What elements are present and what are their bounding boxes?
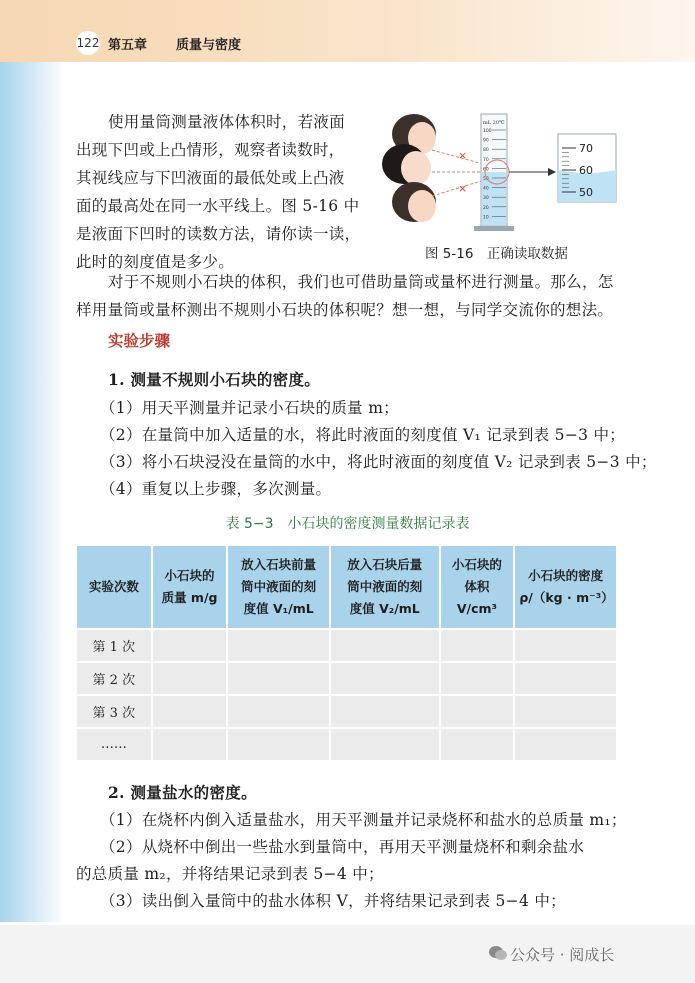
step-item: （3）将小石块浸没在量筒的水中，将此时液面的刻度值 V₂ 记录到表 5−3 中； — [100, 453, 657, 471]
row-label: 第 3 次 — [76, 695, 152, 728]
step-item: （1）在烧杯内倒入适量盐水，用天平测量并记录烧杯和盐水的总质量 m₁； — [100, 811, 627, 829]
intro-line: 此时的刻度值是多少。 — [76, 253, 235, 271]
table-row — [76, 695, 617, 728]
paragraph-line: 对于不规则小石块的体积，我们也可借助量筒或量杯进行测量。那么，怎 — [108, 273, 614, 291]
intro-line: 使用量筒测量液体体积时，若液面 — [108, 113, 346, 131]
table-row — [76, 728, 617, 761]
intro-line: 是液面下凹时的读数方法，请你读一读， — [76, 225, 361, 243]
step-item: 的总质量 m₂，并将结果记录到表 5−4 中； — [76, 865, 384, 883]
step-heading: 1. 测量不规则小石块的密度。 — [108, 370, 321, 389]
step-item: （2）从烧杯中倒出一些盐水到量筒中，再用天平测量烧杯和剩余盐水 — [100, 838, 585, 856]
header-volume: 小石块的 体积 V/cm³ — [440, 545, 515, 629]
svg-text:×: × — [458, 182, 468, 195]
observer-faces-illustration — [382, 114, 436, 222]
header-v2: 放入石块后量 筒中液面的刻 度值 V₂/mL — [330, 545, 440, 629]
cylinder-tick-label: 80 — [483, 148, 489, 154]
table-row — [76, 662, 617, 695]
cylinder-tick-label: 20 — [483, 205, 489, 211]
zoom-tick-label: 50 — [579, 186, 593, 199]
record-table — [75, 544, 618, 762]
row-label: 第 2 次 — [76, 662, 152, 695]
svg-text:×: × — [458, 149, 468, 162]
cylinder-tick-label: 40 — [483, 186, 489, 192]
intro-line: 面的最高处在同一水平线上。图 5-16 中 — [76, 197, 360, 215]
side-decoration-stripe — [0, 62, 66, 922]
row-label: 第 1 次 — [76, 629, 152, 662]
header-v1: 放入石块前量 筒中液面的刻 度值 V₁/mL — [227, 545, 330, 629]
step-heading: 2. 测量盐水的密度。 — [108, 783, 257, 802]
table-row — [76, 629, 617, 662]
zoom-tick-label: 60 — [579, 164, 593, 177]
figure-illustration — [380, 102, 620, 242]
row-label: …… — [76, 728, 152, 761]
cylinder-tick-label: 10 — [483, 215, 489, 221]
header-mass: 小石块的 质量 m/g — [152, 545, 228, 629]
cylinder-tick-label: 70 — [483, 157, 489, 163]
watermark-text: 公众号 · 阅成长 — [510, 946, 615, 964]
cylinder-tick-label: 100 — [483, 129, 492, 134]
wechat-icon — [488, 944, 508, 962]
intro-line: 其视线应与下凹液面的最低处或上凸液 — [76, 169, 345, 187]
figure-caption: 图 5-16 正确读取数据 — [425, 246, 568, 262]
zoom-tick-label: 70 — [579, 142, 593, 155]
paragraph-line: 样用量筒或量杯测出不规则小石块的体积呢？想一想，与同学交流你的想法。 — [76, 301, 614, 319]
cylinder-tick-label: 50 — [483, 177, 489, 182]
figure-reading-cylinder — [380, 102, 620, 242]
step-item: （2）在量筒中加入适量的水，将此时液面的刻度值 V₁ 记录到表 5−3 中； — [100, 426, 626, 444]
step-item: （4）重复以上步骤，多次测量。 — [100, 480, 332, 498]
intro-line: 出现下凹或上凸情形，观察者读数时， — [76, 141, 345, 159]
chapter-title: 质量与密度 — [176, 38, 242, 53]
page-header — [0, 0, 695, 62]
cylinder-tick-label: 30 — [483, 196, 489, 202]
cylinder-tick-label: 90 — [483, 138, 489, 144]
cylinder-unit-label: mL 20℃ — [483, 120, 505, 126]
step-item: （1）用天平测量并记录小石块的质量 m； — [100, 399, 399, 417]
table-header-row — [76, 545, 617, 629]
section-heading: 实验步骤 — [108, 332, 171, 350]
page-number: 122 — [76, 31, 100, 55]
chapter-label: 第五章 — [108, 38, 148, 53]
header-density: 小石块的密度 ρ/（kg · m⁻³） — [514, 545, 617, 629]
step-item: （3）读出倒入量筒中的盐水体积 V，并将结果记录到表 5−4 中； — [100, 892, 566, 910]
cylinder-tick-label: 60 — [483, 167, 489, 173]
table-title: 表 5−3 小石块的密度测量数据记录表 — [225, 516, 470, 532]
header-trial: 实验次数 — [76, 545, 152, 629]
